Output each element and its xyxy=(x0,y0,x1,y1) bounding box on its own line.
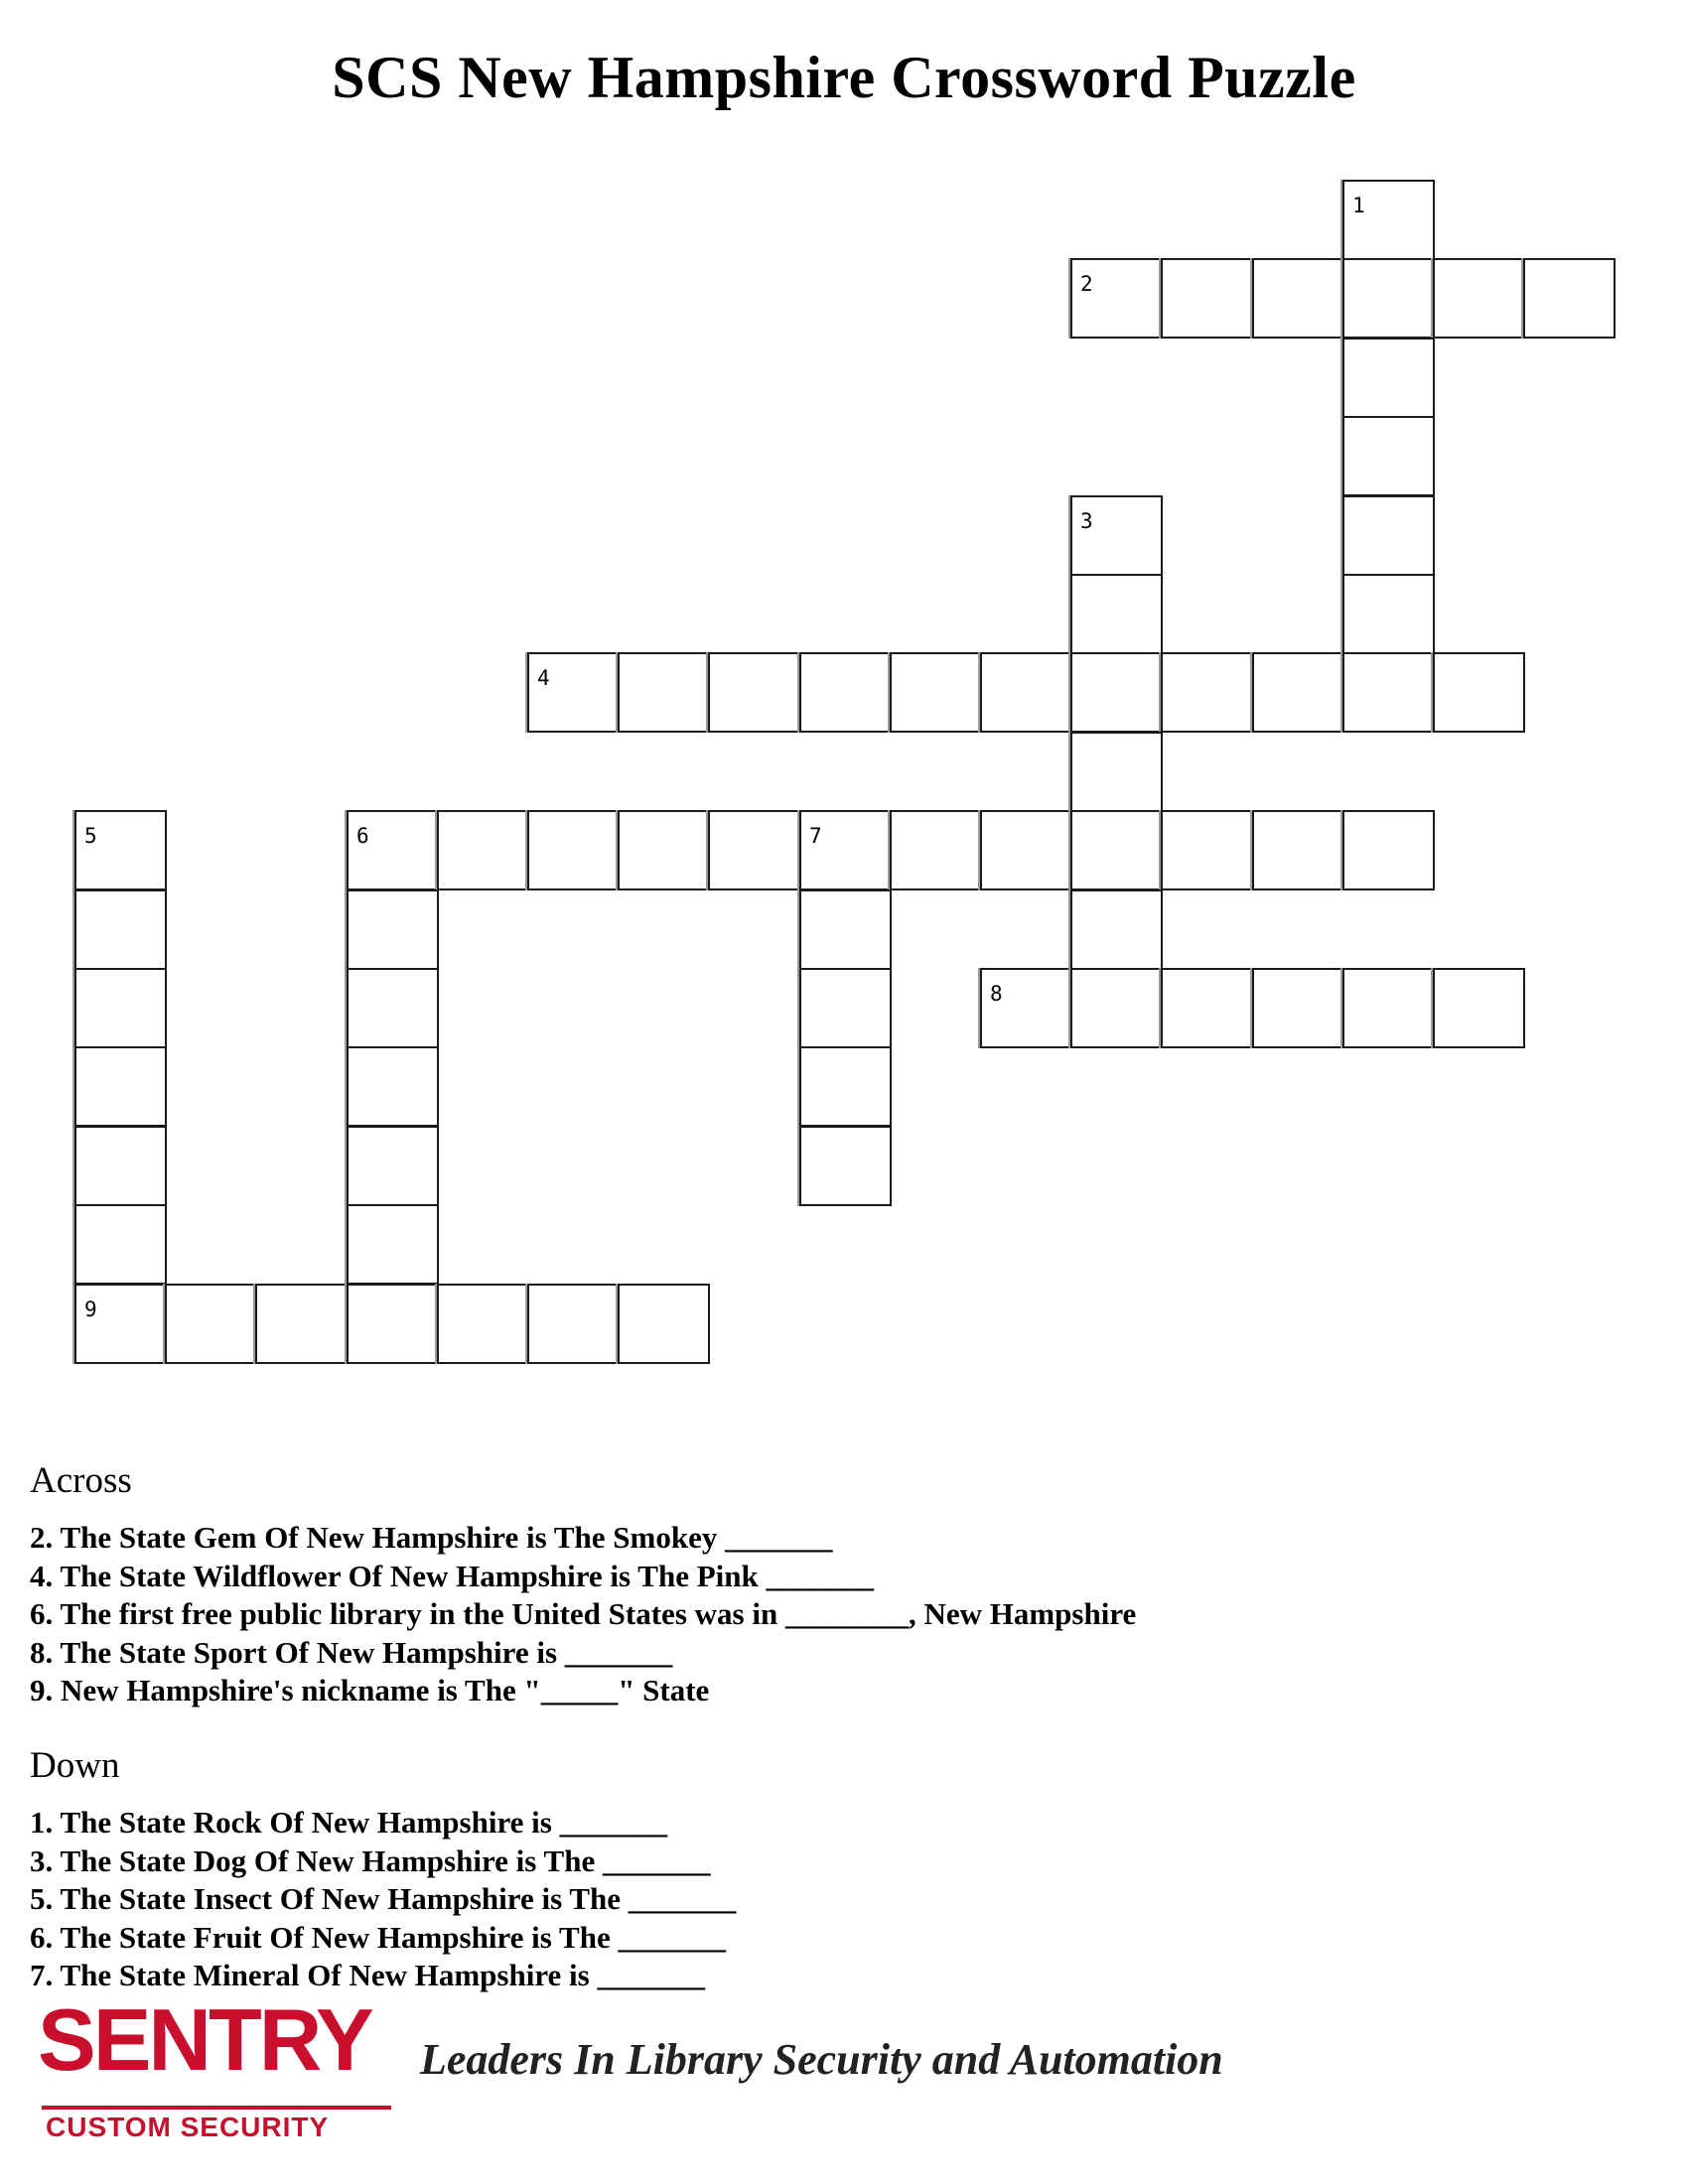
clue-number: 1 xyxy=(1352,194,1365,217)
across-clues-section xyxy=(30,1459,1658,1710)
crossword-cell[interactable] xyxy=(1433,968,1525,1048)
crossword-cell[interactable] xyxy=(347,968,439,1048)
crossword-cell[interactable] xyxy=(799,1046,892,1127)
tagline: Leaders In Library Security and Automation xyxy=(420,2035,1223,2084)
crossword-cell[interactable] xyxy=(1161,968,1253,1048)
footer xyxy=(38,1990,1626,2149)
down-clue-1: 1. The State Rock Of New Hampshire is _______ xyxy=(30,1805,668,1840)
crossword-cell[interactable] xyxy=(347,810,439,890)
crossword-cell[interactable] xyxy=(980,968,1072,1048)
clue-number: 8 xyxy=(990,982,1003,1006)
crossword-cell[interactable] xyxy=(1433,258,1525,339)
crossword-cell[interactable] xyxy=(347,1126,439,1206)
crossword-cell[interactable] xyxy=(1070,652,1163,733)
crossword-cell[interactable] xyxy=(1070,495,1163,576)
crossword-cell[interactable] xyxy=(1523,258,1616,339)
crossword-cell[interactable] xyxy=(799,889,892,970)
across-clue-9: 9. New Hampshire's nickname is The "_____" State xyxy=(30,1673,710,1707)
crossword-cell[interactable] xyxy=(347,1046,439,1127)
crossword-cell[interactable] xyxy=(74,1284,167,1364)
crossword-cell[interactable] xyxy=(708,810,800,890)
clue-number: 6 xyxy=(356,824,369,848)
crossword-cell[interactable] xyxy=(1070,810,1163,890)
across-clue-6: 6. The first free public library in the United States was in ________, New Hampshire xyxy=(30,1596,1137,1631)
sentry-logo xyxy=(38,1990,399,2149)
down-clue-6: 6. The State Fruit Of New Hampshire is The _______ xyxy=(30,1919,726,1955)
crossword-cell[interactable] xyxy=(1342,574,1435,654)
crossword-cell[interactable] xyxy=(1252,968,1344,1048)
across-heading: Across xyxy=(30,1460,132,1501)
clue-number: 9 xyxy=(84,1297,97,1321)
crossword-cell[interactable] xyxy=(347,1204,439,1285)
crossword-cell[interactable] xyxy=(890,652,982,733)
down-heading: Down xyxy=(30,1745,120,1786)
crossword-cell[interactable] xyxy=(527,652,620,733)
crossword-cell[interactable] xyxy=(1342,968,1435,1048)
crossword-cell[interactable] xyxy=(618,652,710,733)
crossword-cell[interactable] xyxy=(1252,652,1344,733)
crossword-cell[interactable] xyxy=(1161,258,1253,339)
clue-number: 5 xyxy=(84,824,97,848)
crossword-cell[interactable] xyxy=(799,968,892,1048)
crossword-cell[interactable] xyxy=(74,1046,167,1127)
crossword-cell[interactable] xyxy=(1342,416,1435,496)
crossword-cell[interactable] xyxy=(618,1284,710,1364)
crossword-cell[interactable] xyxy=(1070,889,1163,970)
crossword-cell[interactable] xyxy=(1342,495,1435,576)
logo-subtitle: CUSTOM SECURITY xyxy=(46,2112,330,2142)
across-clue-8: 8. The State Sport Of New Hampshire is _______ xyxy=(30,1634,673,1670)
crossword-cell[interactable] xyxy=(74,968,167,1048)
clue-number: 3 xyxy=(1080,509,1093,533)
down-clues-section xyxy=(30,1744,1658,1995)
crossword-cell[interactable] xyxy=(74,1126,167,1206)
crossword-cell[interactable] xyxy=(799,810,892,890)
crossword-cell[interactable] xyxy=(618,810,710,890)
crossword-cell[interactable] xyxy=(1342,652,1435,733)
crossword-cell[interactable] xyxy=(1070,258,1163,339)
crossword-cell[interactable] xyxy=(165,1284,257,1364)
crossword-cell[interactable] xyxy=(1342,810,1435,890)
clue-number: 4 xyxy=(537,666,550,690)
down-clue-3: 3. The State Dog Of New Hampshire is The _______ xyxy=(30,1843,711,1878)
logo-wordmark: SENTRY xyxy=(38,1990,371,2089)
crossword-cell[interactable] xyxy=(1342,258,1435,339)
crossword-cell[interactable] xyxy=(980,810,1072,890)
crossword-cell[interactable] xyxy=(255,1284,348,1364)
page-title: SCS New Hampshire Crossword Puzzle xyxy=(332,45,1356,110)
crossword-cell[interactable] xyxy=(1070,968,1163,1048)
down-clue-7: 7. The State Mineral Of New Hampshire is _______ xyxy=(30,1958,705,1992)
crossword-cell[interactable] xyxy=(799,1126,892,1206)
across-clue-4: 4. The State Wildflower Of New Hampshire is The Pink _______ xyxy=(30,1558,874,1593)
crossword-cell[interactable] xyxy=(799,652,892,733)
down-clue-5: 5. The State Insect Of New Hampshire is The _______ xyxy=(30,1881,737,1916)
crossword-cell[interactable] xyxy=(74,810,167,890)
crossword-cell[interactable] xyxy=(1433,652,1525,733)
logo-underline xyxy=(42,2106,391,2110)
clue-number: 7 xyxy=(809,824,822,848)
crossword-cell[interactable] xyxy=(527,810,620,890)
crossword-cell[interactable] xyxy=(980,652,1072,733)
crossword-cell[interactable] xyxy=(1070,574,1163,654)
clue-number: 2 xyxy=(1080,272,1093,296)
crossword-cell[interactable] xyxy=(74,889,167,970)
crossword-cell[interactable] xyxy=(890,810,982,890)
crossword-cell[interactable] xyxy=(1252,810,1344,890)
crossword-cell[interactable] xyxy=(347,1284,439,1364)
crossword-cell[interactable] xyxy=(437,1284,529,1364)
crossword-cell[interactable] xyxy=(347,889,439,970)
crossword-cell[interactable] xyxy=(527,1284,620,1364)
crossword-cell[interactable] xyxy=(1161,810,1253,890)
crossword-cell[interactable] xyxy=(1342,338,1435,418)
crossword-cell[interactable] xyxy=(1252,258,1344,339)
crossword-cell[interactable] xyxy=(1342,180,1435,260)
crossword-cell[interactable] xyxy=(74,1204,167,1285)
across-clue-2: 2. The State Gem Of New Hampshire is The Smokey _______ xyxy=(30,1520,833,1555)
crossword-cell[interactable] xyxy=(708,652,800,733)
crossword-cell[interactable] xyxy=(437,810,529,890)
crossword-cell[interactable] xyxy=(1161,652,1253,733)
crossword-cell[interactable] xyxy=(1070,732,1163,812)
